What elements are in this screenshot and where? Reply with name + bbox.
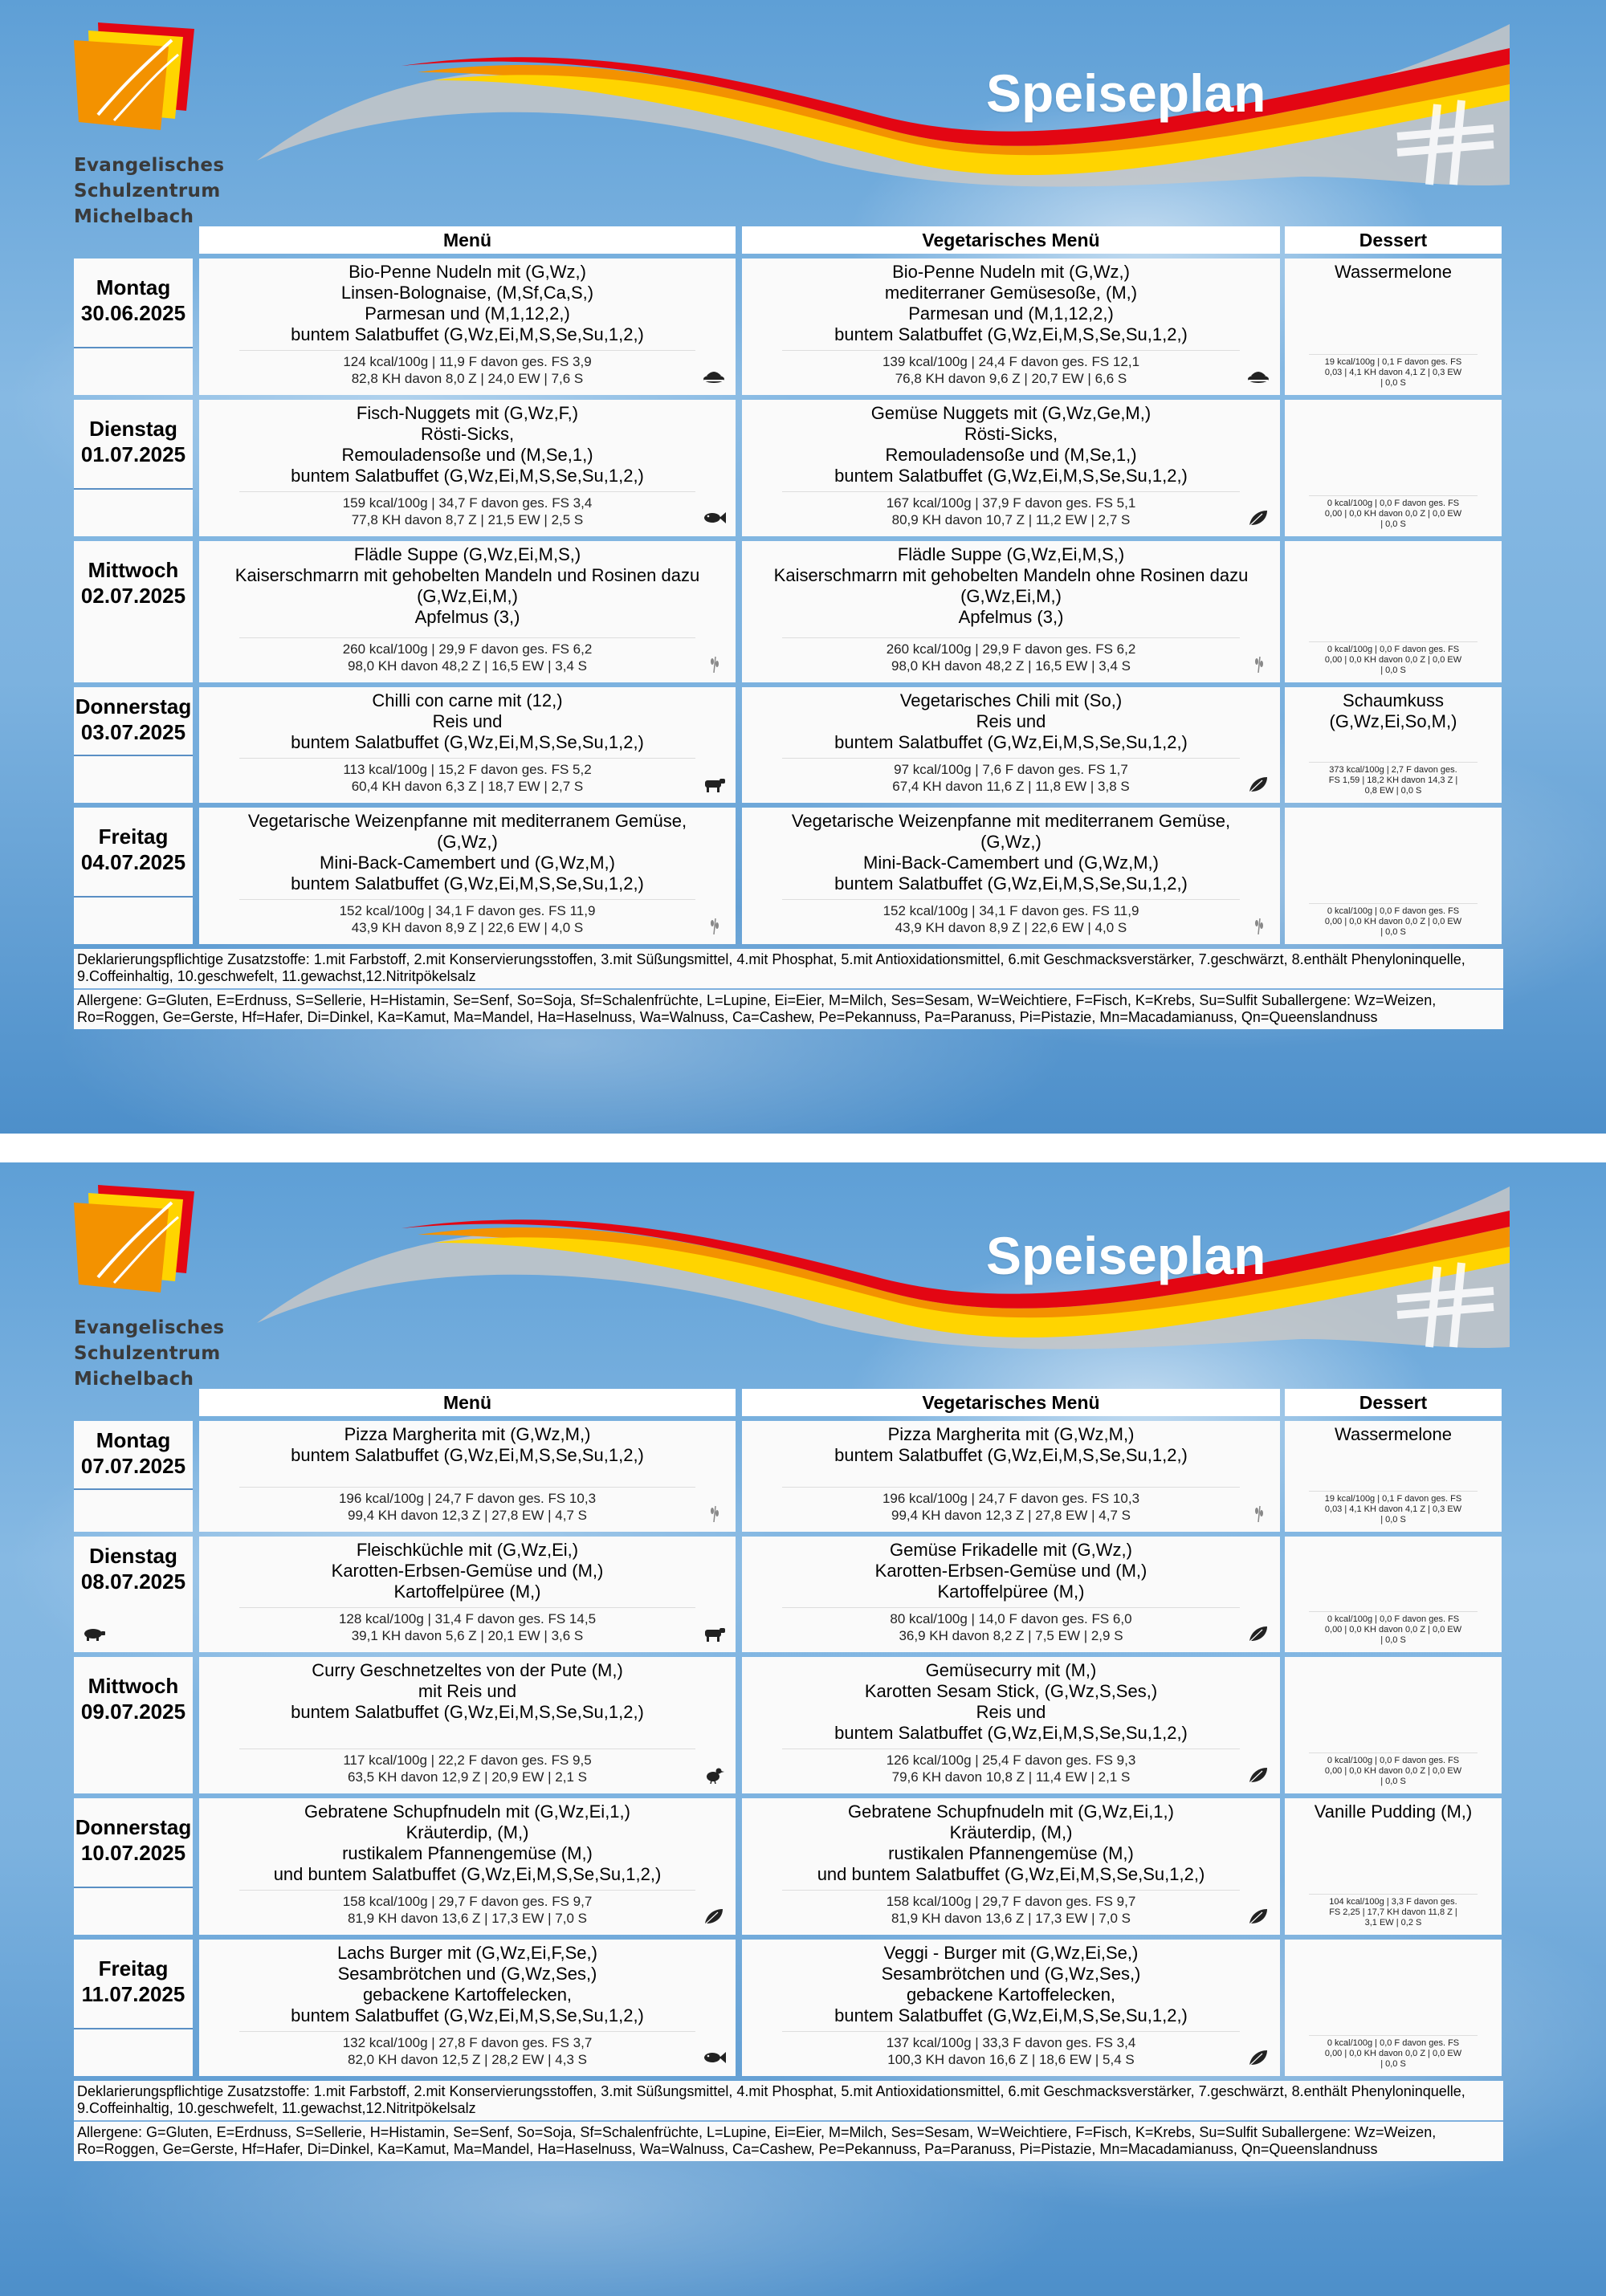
dish-text: Gebratene Schupfnudeln mit (G,Wz,Ei,1,) Kräuterdip, (M,) rustikalem Pfannengemüse (M,) und buntem Salatbuffet (G,Wz,Ei,M,S,Se,Su,1,2,) — [273, 1801, 662, 1884]
leaf-icon — [1246, 2049, 1270, 2066]
vegetarian-cell — [742, 687, 1280, 803]
menu-cell — [199, 541, 736, 682]
page-title: Speiseplan — [986, 63, 1266, 123]
day-row — [74, 1537, 1503, 1652]
day-date: 01.07.2025 — [80, 442, 186, 466]
nutrition-info: 196 kcal/100g | 24,7 F davon ges. FS 10,3 99,4 KH davon 12,3 Z | 27,8 EW | 4,7 S — [782, 1487, 1240, 1527]
pig-icon — [82, 1625, 106, 1643]
fish-icon — [702, 2049, 726, 2066]
day-name: Donnerstag — [75, 694, 192, 719]
day-cell — [74, 1657, 193, 1793]
divider — [74, 1887, 193, 1888]
nutrition-info: 113 kcal/100g | 15,2 F davon ges. FS 5,2 60,4 KH davon 6,3 Z | 18,7 EW | 2,7 S — [239, 758, 695, 798]
dessert-name: Schaumkuss (G,Wz,Ei,So,M,) — [1329, 690, 1457, 731]
bowl-icon — [702, 368, 726, 385]
dish-text: Bio-Penne Nudeln mit (G,Wz,) Linsen-Bolognaise, (M,Sf,Ca,S,) Parmesan und (M,1,12,2,) buntem Salatbuffet (G,Wz,Ei,M,S,Se,Su,1,2,) — [291, 262, 644, 344]
nutrition-info: 158 kcal/100g | 29,7 F davon ges. FS 9,7 81,9 KH davon 13,6 Z | 17,3 EW | 7,0 S — [239, 1890, 695, 1930]
header-menu: Menü — [199, 1389, 736, 1416]
dish-text: Gemüse Nuggets mit (G,Wz,Ge,M,) Rösti-Sicks, Remouladensoße und (M,Se,1,) buntem Salatbuffet (G,Wz,Ei,M,S,Se,Su,1,2,) — [834, 403, 1188, 486]
nutrition-info: 260 kcal/100g | 29,9 F davon ges. FS 6,2 98,0 KH davon 48,2 Z | 16,5 EW | 3,4 S — [782, 637, 1240, 678]
day-date: 04.07.2025 — [80, 850, 186, 874]
menu-page-2 — [0, 1162, 1606, 2296]
dessert-cell — [1285, 541, 1502, 682]
dessert-cell — [1285, 687, 1502, 803]
divider — [74, 755, 193, 756]
dish-text: Fleischküchle mit (G,Wz,Ei,) Karotten-Erbsen-Gemüse und (M,) Kartoffelpüree (M,) — [331, 1540, 604, 1602]
dessert-cell — [1285, 1940, 1502, 2076]
dish-text: Lachs Burger mit (G,Wz,Ei,F,Se,) Sesambrötchen und (G,Wz,Ses,) gebackene Kartoffelecken, buntem Salatbuffet (G,Wz,Ei,M,S,Se,Su,1,2,) — [291, 1943, 644, 2025]
divider — [74, 1488, 193, 1490]
wheat-icon — [1246, 917, 1270, 934]
menu-cell — [199, 259, 736, 395]
divider — [74, 2028, 193, 2029]
dessert-nutrition: 0 kcal/100g | 0,0 F davon ges. FS 0,00 | 0,0 KH davon 0,0 Z | 0,0 EW | 0,0 S — [1309, 495, 1478, 530]
day-name: Mittwoch — [88, 558, 179, 582]
menu-cell — [199, 1657, 736, 1793]
day-date: 03.07.2025 — [80, 720, 186, 744]
dish-text: Pizza Margherita mit (G,Wz,M,) buntem Salatbuffet (G,Wz,Ei,M,S,Se,Su,1,2,) — [291, 1424, 644, 1465]
vegetarian-cell — [742, 1940, 1280, 2076]
day-cell — [74, 1798, 193, 1935]
nutrition-info: 117 kcal/100g | 22,2 F davon ges. FS 9,5 63,5 KH davon 12,9 Z | 20,9 EW | 2,1 S — [239, 1748, 695, 1789]
menu-cell — [199, 1421, 736, 1532]
dessert-cell — [1285, 1537, 1502, 1652]
dessert-nutrition: 0 kcal/100g | 0,0 F davon ges. FS 0,00 | 0,0 KH davon 0,0 Z | 0,0 EW | 0,0 S — [1309, 2035, 1478, 2070]
day-name: Dienstag — [89, 1544, 177, 1568]
legend-notes — [74, 2081, 1503, 2161]
dessert-cell — [1285, 1798, 1502, 1935]
bowl-icon — [1246, 368, 1270, 385]
nutrition-info: 137 kcal/100g | 33,3 F davon ges. FS 3,4 100,3 KH davon 16,6 Z | 18,6 EW | 5,4 S — [782, 2031, 1240, 2071]
cow-icon — [702, 1625, 726, 1643]
day-date: 30.06.2025 — [80, 301, 186, 325]
menu-cell — [199, 1940, 736, 2076]
day-row — [74, 808, 1503, 944]
vegetarian-cell — [742, 400, 1280, 536]
day-date: 11.07.2025 — [81, 1982, 185, 2006]
day-row — [74, 259, 1503, 395]
wheat-icon — [702, 917, 726, 934]
nutrition-info: 158 kcal/100g | 29,7 F davon ges. FS 9,7 81,9 KH davon 13,6 Z | 17,3 EW | 7,0 S — [782, 1890, 1240, 1930]
nutrition-info: 97 kcal/100g | 7,6 F davon ges. FS 1,7 67,4 KH davon 11,6 Z | 11,8 EW | 3,8 S — [782, 758, 1240, 798]
divider — [74, 347, 193, 348]
dish-text: Pizza Margherita mit (G,Wz,M,) buntem Salatbuffet (G,Wz,Ei,M,S,Se,Su,1,2,) — [834, 1424, 1188, 1465]
leaf-icon — [1246, 1766, 1270, 1784]
day-row — [74, 1421, 1503, 1532]
dish-text: Flädle Suppe (G,Wz,Ei,M,S,) Kaiserschmarrn mit gehobelten Mandeln ohne Rosinen dazu (G,Wz,Ei,M,) Apfelmus (3,) — [773, 544, 1249, 627]
menu-cell — [199, 1537, 736, 1652]
additives-note: Deklarierungspflichtige Zusatzstoffe: 1.mit Farbstoff, 2.mit Konservierungsstoffen, 3.mit Süßungsmittel, 4.mit Phosphat, 5.mit Antioxidationsmittel, 6.mit Geschmacksverstärker, 7.geschwärzt, 8.enthält Phenyloninquelle, 9.Coffeinhaltig, 10.geschwefelt, 11.gewachst,12.Nitritpökelsalz — [74, 2081, 1503, 2122]
nutrition-info: 139 kcal/100g | 24,4 F davon ges. FS 12,1 76,8 KH davon 9,6 Z | 20,7 EW | 6,6 S — [782, 350, 1240, 390]
day-row — [74, 687, 1503, 803]
chicken-icon — [702, 1766, 726, 1784]
dish-text: Vegetarisches Chili mit (So,) Reis und buntem Salatbuffet (G,Wz,Ei,M,S,Se,Su,1,2,) — [834, 690, 1188, 752]
day-name: Mittwoch — [88, 1674, 179, 1698]
dish-text: Vegetarische Weizenpfanne mit mediterranem Gemüse, (G,Wz,) Mini-Back-Camembert und (G,Wz,M,) buntem Salatbuffet (G,Wz,Ei,M,S,Se,Su,1,2,) — [247, 811, 687, 894]
allergens-note: Allergene: G=Gluten, E=Erdnuss, S=Sellerie, H=Histamin, Se=Senf, So=Soja, Sf=Schalenfrüchte, L=Lupine, Ei=Eier, M=Milch, Ses=Sesam, W=Weichtiere, F=Fisch, K=Krebs, Su=Sulfit Suballergene: Wz=Weizen, Ro=Roggen, Ge=Gerste, Hf=Hafer, Di=Dinkel, Ka=Kamut, Ma=Mandel, Ha=Haselnuss, Wa=Walnuss, Ca=Cashew, Pe=Pekannuss, Pa=Paranuss, Pi=Pistazie, Mn=Macadamianuss, Qn=Queenslandnuss — [77, 992, 1437, 1025]
header-vegetarian: Vegetarisches Menü — [742, 1389, 1280, 1416]
wheat-icon — [702, 655, 726, 673]
header-vegetarian: Vegetarisches Menü — [742, 226, 1280, 254]
day-date: 10.07.2025 — [80, 1841, 186, 1865]
leaf-icon — [1246, 1625, 1270, 1643]
nutrition-info: 152 kcal/100g | 34,1 F davon ges. FS 11,9 43,9 KH davon 8,9 Z | 22,6 EW | 4,0 S — [239, 899, 695, 939]
dish-text: Vegetarische Weizenpfanne mit mediterranem Gemüse, (G,Wz,) Mini-Back-Camembert und (G,Wz,M,) buntem Salatbuffet (G,Wz,Ei,M,S,Se,Su,1,2,) — [791, 811, 1231, 894]
dish-text: Fisch-Nuggets mit (G,Wz,F,) Rösti-Sicks, Remouladensoße und (M,Se,1,) buntem Salatbuffet (G,Wz,Ei,M,S,Se,Su,1,2,) — [291, 403, 644, 486]
dish-text: Gemüse Frikadelle mit (G,Wz,) Karotten-Erbsen-Gemüse und (M,) Kartoffelpüree (M,) — [874, 1540, 1147, 1602]
fish-icon — [702, 509, 726, 527]
dessert-cell — [1285, 1657, 1502, 1793]
vegetarian-cell — [742, 808, 1280, 944]
decorative-swoosh — [257, 16, 1510, 201]
nutrition-info: 167 kcal/100g | 37,9 F davon ges. FS 5,1 80,9 KH davon 10,7 Z | 11,2 EW | 2,7 S — [782, 491, 1240, 531]
dish-text: Gebratene Schupfnudeln mit (G,Wz,Ei,1,) Kräuterdip, (M,) rustikalen Pfannengemüse (M,) und buntem Salatbuffet (G,Wz,Ei,M,S,Se,Su,1,2,) — [817, 1801, 1205, 1884]
dish-text: Bio-Penne Nudeln mit (G,Wz,) mediterraner Gemüsesoße, (M,) Parmesan und (M,1,12,2,) buntem Salatbuffet (G,Wz,Ei,M,S,Se,Su,1,2,) — [834, 262, 1188, 344]
nutrition-info: 80 kcal/100g | 14,0 F davon ges. FS 6,0 36,9 KH davon 8,2 Z | 7,5 EW | 2,9 S — [782, 1607, 1240, 1647]
day-row — [74, 1798, 1503, 1935]
day-name: Dienstag — [89, 417, 177, 441]
day-name: Donnerstag — [75, 1815, 192, 1839]
leaf-icon — [702, 1907, 726, 1925]
day-row — [74, 541, 1503, 682]
dish-text: Chilli con carne mit (12,) Reis und buntem Salatbuffet (G,Wz,Ei,M,S,Se,Su,1,2,) — [291, 690, 644, 752]
dessert-cell — [1285, 1421, 1502, 1532]
header-dessert: Dessert — [1285, 1389, 1502, 1416]
nutrition-info: 132 kcal/100g | 27,8 F davon ges. FS 3,7 82,0 KH davon 12,5 Z | 28,2 EW | 4,3 S — [239, 2031, 695, 2071]
wheat-icon — [1246, 655, 1270, 673]
menu-cell — [199, 1798, 736, 1935]
dessert-nutrition: 19 kcal/100g | 0,1 F davon ges. FS 0,03 | 4,1 KH davon 4,1 Z | 0,3 EW | 0,0 S — [1309, 1491, 1478, 1525]
day-row — [74, 1940, 1503, 2076]
day-name: Montag — [96, 1428, 171, 1452]
legend-notes — [74, 949, 1503, 1029]
day-cell — [74, 1537, 193, 1652]
dessert-nutrition: 373 kcal/100g | 2,7 F davon ges. FS 1,59 | 18,2 KH davon 14,3 Z | 0,8 EW | 0,0 S — [1309, 762, 1478, 796]
vegetarian-cell — [742, 1657, 1280, 1793]
dessert-name: Vanille Pudding (M,) — [1314, 1801, 1473, 1822]
school-logo — [74, 22, 194, 147]
dessert-nutrition: 19 kcal/100g | 0,1 F davon ges. FS 0,03 | 4,1 KH davon 4,1 Z | 0,3 EW | 0,0 S — [1309, 354, 1478, 389]
dessert-cell — [1285, 259, 1502, 395]
dessert-cell — [1285, 808, 1502, 944]
leaf-icon — [1246, 509, 1270, 527]
header-dessert: Dessert — [1285, 226, 1502, 254]
nutrition-info: 126 kcal/100g | 25,4 F davon ges. FS 9,3 79,6 KH davon 10,8 Z | 11,4 EW | 2,1 S — [782, 1748, 1240, 1789]
nutrition-info: 128 kcal/100g | 31,4 F davon ges. FS 14,5 39,1 KH davon 5,6 Z | 20,1 EW | 3,6 S — [239, 1607, 695, 1647]
wheat-icon — [1246, 1504, 1270, 1522]
allergens-note: Allergene: G=Gluten, E=Erdnuss, S=Sellerie, H=Histamin, Se=Senf, So=Soja, Sf=Schalenfrüchte, L=Lupine, Ei=Eier, M=Milch, Ses=Sesam, W=Weichtiere, F=Fisch, K=Krebs, Su=Sulfit Suballergene: Wz=Weizen, Ro=Roggen, Ge=Gerste, Hf=Hafer, Di=Dinkel, Ka=Kamut, Ma=Mandel, Ha=Haselnuss, Wa=Walnuss, Ca=Cashew, Pe=Pekannuss, Pa=Paranuss, Pi=Pistazie, Mn=Macadamianuss, Qn=Queenslandnuss — [77, 2124, 1437, 2157]
day-cell — [74, 1421, 193, 1532]
nutrition-info: 159 kcal/100g | 34,7 F davon ges. FS 3,4 77,8 KH davon 8,7 Z | 21,5 EW | 2,5 S — [239, 491, 695, 531]
school-name: Evangelisches Schulzentrum Michelbach — [74, 1317, 225, 1390]
day-cell — [74, 808, 193, 944]
dish-text: Veggi - Burger mit (G,Wz,Ei,Se,) Sesambrötchen und (G,Wz,Ses,) gebackene Kartoffelecken, buntem Salatbuffet (G,Wz,Ei,M,S,Se,Su,1,2,) — [834, 1943, 1188, 2025]
divider — [74, 896, 193, 898]
day-name: Montag — [96, 275, 171, 299]
dish-text: Flädle Suppe (G,Wz,Ei,M,S,) Kaiserschmarrn mit gehobelten Mandeln und Rosinen dazu (G,Wz,Ei,M,) Apfelmus (3,) — [234, 544, 700, 627]
menu-cell — [199, 808, 736, 944]
day-name: Freitag — [98, 1956, 169, 1981]
day-cell — [74, 541, 193, 682]
day-date: 02.07.2025 — [80, 584, 186, 608]
day-cell — [74, 687, 193, 803]
divider — [74, 488, 193, 490]
vegetarian-cell — [742, 541, 1280, 682]
dessert-name: Wassermelone — [1335, 1424, 1452, 1444]
wheat-icon — [702, 1504, 726, 1522]
nutrition-info: 152 kcal/100g | 34,1 F davon ges. FS 11,9 43,9 KH davon 8,9 Z | 22,6 EW | 4,0 S — [782, 899, 1240, 939]
day-date: 08.07.2025 — [80, 1569, 186, 1594]
vegetarian-cell — [742, 1537, 1280, 1652]
dessert-nutrition: 0 kcal/100g | 0,0 F davon ges. FS 0,00 | 0,0 KH davon 0,0 Z | 0,0 EW | 0,0 S — [1309, 1611, 1478, 1646]
nutrition-info: 196 kcal/100g | 24,7 F davon ges. FS 10,3 99,4 KH davon 12,3 Z | 27,8 EW | 4,7 S — [239, 1487, 695, 1527]
day-date: 09.07.2025 — [80, 1700, 186, 1724]
decorative-swoosh — [257, 1179, 1510, 1363]
dessert-nutrition: 0 kcal/100g | 0,0 F davon ges. FS 0,00 | 0,0 KH davon 0,0 Z | 0,0 EW | 0,0 S — [1309, 1753, 1478, 1787]
dessert-nutrition: 0 kcal/100g | 0,0 F davon ges. FS 0,00 | 0,0 KH davon 0,0 Z | 0,0 EW | 0,0 S — [1309, 903, 1478, 938]
nutrition-info: 124 kcal/100g | 11,9 F davon ges. FS 3,9 82,8 KH davon 8,0 Z | 24,0 EW | 7,6 S — [239, 350, 695, 390]
day-cell — [74, 400, 193, 536]
dish-text: Gemüsecurry mit (M,) Karotten Sesam Stick, (G,Wz,S,Ses,) Reis und buntem Salatbuffet (G,Wz,Ei,M,S,Se,Su,1,2,) — [834, 1660, 1188, 1743]
menu-page-1 — [0, 0, 1606, 1134]
menu-cell — [199, 400, 736, 536]
nutrition-info: 260 kcal/100g | 29,9 F davon ges. FS 6,2 98,0 KH davon 48,2 Z | 16,5 EW | 3,4 S — [239, 637, 695, 678]
dessert-nutrition: 0 kcal/100g | 0,0 F davon ges. FS 0,00 | 0,0 KH davon 0,0 Z | 0,0 EW | 0,0 S — [1309, 641, 1478, 676]
page-title: Speiseplan — [986, 1226, 1266, 1285]
leaf-icon — [1246, 1907, 1270, 1925]
day-date: 07.07.2025 — [80, 1454, 186, 1478]
day-cell — [74, 259, 193, 395]
cow-icon — [702, 776, 726, 793]
additives-note: Deklarierungspflichtige Zusatzstoffe: 1.mit Farbstoff, 2.mit Konservierungsstoffen, 3.mit Süßungsmittel, 4.mit Phosphat, 5.mit Antioxidationsmittel, 6.mit Geschmacksverstärker, 7.geschwärzt, 8.enthält Phenyloninquelle, 9.Coffeinhaltig, 10.geschwefelt, 11.gewachst,12.Nitritpökelsalz — [74, 949, 1503, 990]
leaf-icon — [1246, 776, 1270, 793]
vegetarian-cell — [742, 1798, 1280, 1935]
dessert-cell — [1285, 400, 1502, 536]
vegetarian-cell — [742, 259, 1280, 395]
dish-text: Curry Geschnetzeltes von der Pute (M,) mit Reis und buntem Salatbuffet (G,Wz,Ei,M,S,Se,Su,1,2,) — [291, 1660, 644, 1722]
day-cell — [74, 1940, 193, 2076]
school-logo — [74, 1185, 194, 1309]
day-row — [74, 400, 1503, 536]
header-menu: Menü — [199, 226, 736, 254]
vegetarian-cell — [742, 1421, 1280, 1532]
day-name: Freitag — [98, 824, 169, 849]
dessert-nutrition: 104 kcal/100g | 3,3 F davon ges. FS 2,25 | 17,7 KH davon 11,8 Z | 3,1 EW | 0,2 S — [1309, 1894, 1478, 1928]
day-row — [74, 1657, 1503, 1793]
school-name: Evangelisches Schulzentrum Michelbach — [74, 155, 225, 227]
menu-cell — [199, 687, 736, 803]
dessert-name: Wassermelone — [1335, 262, 1452, 282]
